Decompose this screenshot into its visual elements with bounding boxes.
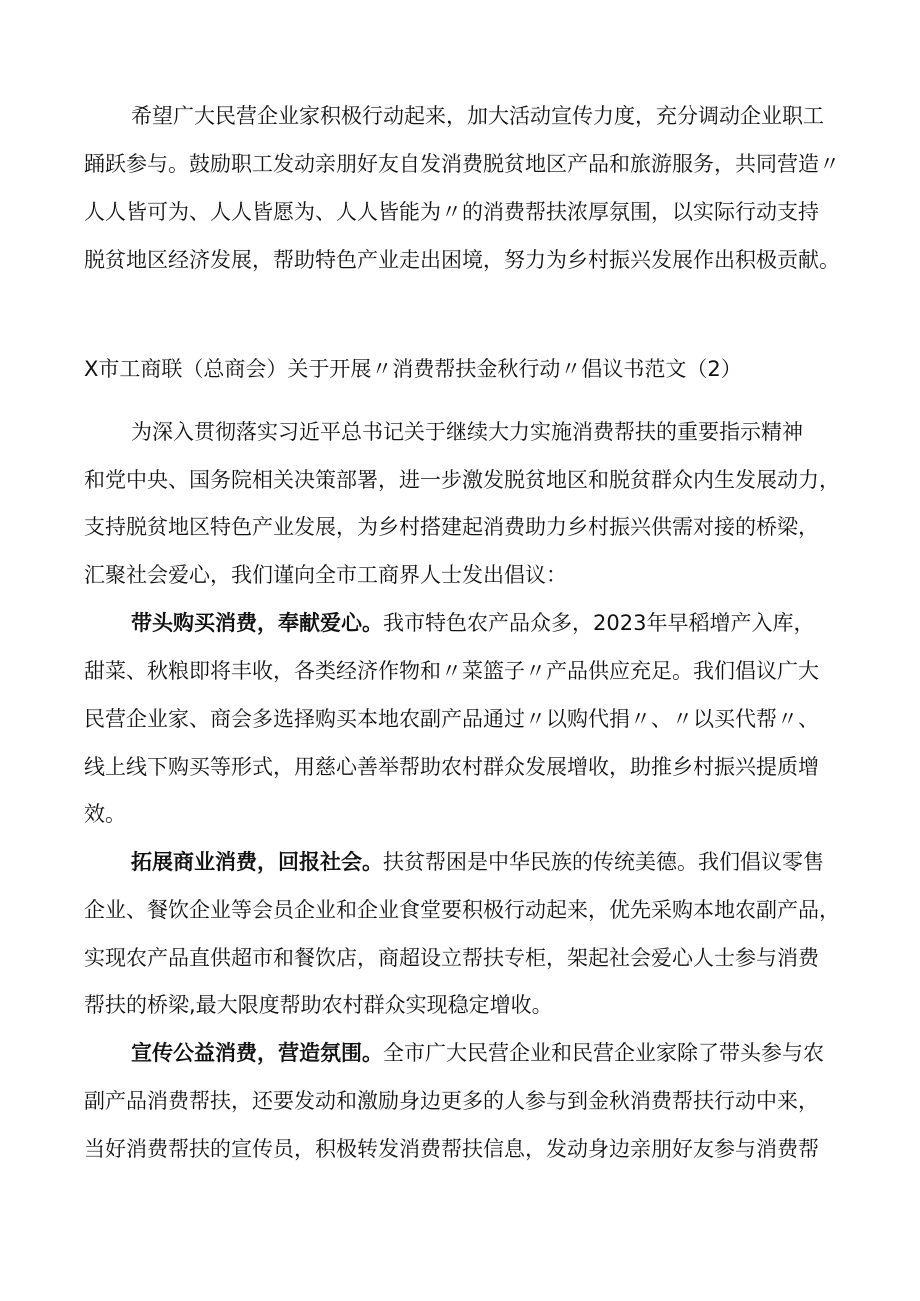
para3-line-5: 效。 <box>84 802 126 826</box>
para3-line-3: 民营企业家、商会多选择购买本地农副产品通过〃以购代捐〃、〃以买代帮〃、 <box>84 707 819 731</box>
para4-first-text: 扶贫帮困是中华民族的传统美德。我们倡议零售 <box>383 850 824 874</box>
para2-line-3: 支持脱贫地区特色产业发展，为乡村搭建起消费助力乡村振兴供需对接的桥梁， <box>84 515 819 539</box>
para4-line-4: 帮扶的桥梁,最大限度帮助农村群众实现稳定增收。 <box>84 993 553 1017</box>
para1-line-4: 脱贫地区经济发展，帮助特色产业走出困境，努力为乡村振兴发展作出积极贡献。 <box>84 248 840 272</box>
para1-line-1: 希望广大民营企业家积极行动起来，加大活动宣传力度，充分调动企业职工 <box>131 104 824 128</box>
para3-line-4: 线上线下购买等形式，用慈心善举帮助农村群众发展增收，助推乡村振兴提质增 <box>84 755 819 779</box>
para5-line-3: 当好消费帮扶的宣传员，积极转发消费帮扶信息，发动身边亲朋好友参与消费帮 <box>84 1137 819 1161</box>
section-heading: X市工商联（总商会）关于开展〃消费帮扶金秋行动〃倡议书范文（2） <box>84 357 742 381</box>
para4-line-1 <box>131 849 844 875</box>
para5-line-2: 副产品消费帮扶，还要发动和激励身边更多的人参与到金秋消费帮扶行动中来， <box>84 1089 819 1113</box>
para2-line-4: 汇聚社会爱心，我们谨向全市工商界人士发出倡议： <box>84 563 567 587</box>
para5-lead: 宣传公益消费，营造氛围。 <box>131 1041 383 1065</box>
para2-line-2: 和党中央、国务院相关决策部署，进一步激发脱贫地区和脱贫群众内生发展动力， <box>84 468 840 492</box>
para1-line-2: 踊跃参与。鼓励职工发动亲朋好友自发消费脱贫地区产品和旅游服务，共同营造〃 <box>84 152 840 176</box>
para1-line-3: 人人皆可为、人人皆愿为、人人皆能为〃的消费帮扶浓厚氛围，以实际行动支持 <box>84 200 819 224</box>
para3-first-text: 我市特色农产品众多，2023年早稻增产入库， <box>383 611 815 635</box>
para3-line-1 <box>131 610 844 636</box>
para3-lead: 带头购买消费，奉献爱心。 <box>131 611 383 635</box>
para5-line-1 <box>131 1040 844 1066</box>
para4-line-3: 实现农产品直供超市和餐饮店，商超设立帮扶专柜，架起社会爱心人士参与消费 <box>84 946 819 970</box>
para4-line-2: 企业、餐饮企业等会员企业和企业食堂要积极行动起来，优先采购本地农副产品， <box>84 898 840 922</box>
para3-line-2: 甜菜、秋粮即将丰收，各类经济作物和〃菜篮子〃产品供应充足。我们倡议广大 <box>84 659 819 683</box>
para5-first-text: 全市广大民营企业和民营企业家除了带头参与农 <box>383 1041 824 1065</box>
para2-line-1: 为深入贯彻落实习近平总书记关于继续大力实施消费帮扶的重要指示精神 <box>131 420 803 444</box>
para4-lead: 拓展商业消费，回报社会。 <box>131 850 383 874</box>
